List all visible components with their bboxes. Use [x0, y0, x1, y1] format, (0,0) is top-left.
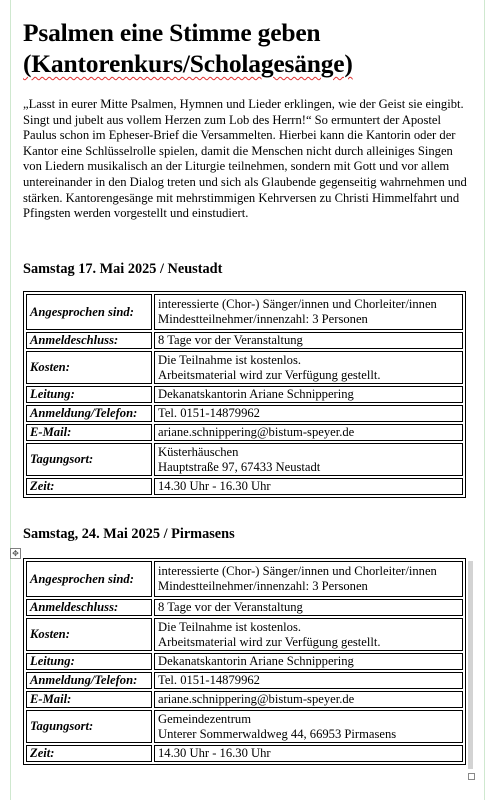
title-line-2: (Kantorenkurs/Scholagesänge) [23, 49, 353, 78]
value-cell[interactable] [154, 294, 463, 330]
event-table-neustadt[interactable] [23, 291, 466, 498]
label-cell: Anmeldung/Telefon: [26, 672, 152, 689]
value-cell[interactable]: ariane.schnippering@bistum-speyer.de [154, 424, 463, 441]
value-cell[interactable]: 8 Tage vor der Veranstaltung [154, 599, 463, 616]
label-cell: Anmeldung/Telefon: [26, 405, 152, 422]
value-cell[interactable]: 14.30 Uhr - 16.30 Uhr [154, 745, 463, 762]
value-cell[interactable]: Dekanatskantorin Ariane Schnippering [154, 386, 463, 403]
value-line: Die Teilnahme ist kostenlos. [158, 352, 301, 367]
value-cell[interactable] [154, 710, 463, 743]
label-cell: Kosten: [26, 351, 152, 384]
value-line: Unterer Sommerwaldweg 44, 66953 Pirmasens [158, 726, 397, 741]
label-cell: E-Mail: [26, 691, 152, 708]
label-cell: Angesprochen sind: [26, 561, 152, 597]
label-cell: Zeit: [26, 478, 152, 495]
intro-paragraph[interactable]: „Lasst in eurer Mitte Psalmen, Hymnen und Lieder erklingen, wie der Geist sie eingibt. Singt und jubelt aus vollem Herzen zum Lob des Herrn!“ So ermuntert der Apostel Paulus schon im Epheser-Brief die Versammelten. Hierbei kann die Kantorin oder der Kantor eine Schlüsselrolle spielen, damit die Menschen nicht durch alleiniges Singen von Liedern musikalisch an der Liturgie teilnehmen, sondern mit Gott und vor allem untereinander in den Dialog treten und sich als Glaubende gegenseitig wahrnehmen und stärken. Kantorengesänge mit mehrstimmigen Kehrversen zu Christi Himmelfahrt und Pfingsten werden vorgestellt und einstudiert. [23, 97, 467, 221]
value-line: Mindestteilnehmer/innenzahl: 3 Personen [158, 579, 368, 593]
value-line: interessierte (Chor-) Sänger/innen und Chorleiter/innen [158, 564, 437, 578]
event-table-pirmasens[interactable] [23, 558, 466, 765]
title-line-1: Psalmen eine Stimme geben [23, 18, 321, 47]
label-cell: Angesprochen sind: [26, 294, 152, 330]
value-cell[interactable]: Tel. 0151-14879962 [154, 405, 463, 422]
label-cell: E-Mail: [26, 424, 152, 441]
label-cell: Leitung: [26, 386, 152, 403]
value-line: Gemeindezentrum [158, 711, 252, 726]
label-cell: Anmeldeschluss: [26, 332, 152, 349]
event-heading-neustadt[interactable]: Samstag 17. Mai 2025 / Neustadt [23, 261, 223, 277]
value-line: interessierte (Chor-) Sänger/innen und Chorleiter/innen [158, 297, 437, 311]
table-selection-bar [468, 561, 473, 769]
value-line: Die Teilnahme ist kostenlos. [158, 619, 301, 634]
value-cell[interactable]: ariane.schnippering@bistum-speyer.de [154, 691, 463, 708]
label-cell: Kosten: [26, 618, 152, 651]
event-heading-pirmasens[interactable]: Samstag, 24. Mai 2025 / Pirmasens [23, 526, 235, 542]
value-line: Arbeitsmaterial wird zur Verfügung gestellt. [158, 367, 381, 382]
value-line: Mindestteilnehmer/innenzahl: 3 Personen [158, 312, 368, 326]
label-cell: Anmeldeschluss: [26, 599, 152, 616]
table-resize-handle[interactable] [468, 773, 475, 780]
value-cell[interactable] [154, 561, 463, 597]
value-cell[interactable] [154, 351, 463, 384]
value-cell[interactable]: 8 Tage vor der Veranstaltung [154, 332, 463, 349]
value-cell[interactable]: Tel. 0151-14879962 [154, 672, 463, 689]
table-move-handle-icon[interactable]: ✥ [10, 548, 21, 559]
label-cell: Zeit: [26, 745, 152, 762]
page-margin-line-left [10, 0, 11, 800]
label-cell: Leitung: [26, 653, 152, 670]
value-line: Hauptstraße 97, 67433 Neustadt [158, 459, 321, 474]
value-line: Küsterhäuschen [158, 444, 239, 459]
page-margin-line-right [484, 0, 485, 800]
value-cell[interactable] [154, 618, 463, 651]
value-cell[interactable] [154, 443, 463, 476]
value-cell[interactable]: 14.30 Uhr - 16.30 Uhr [154, 478, 463, 495]
document-title[interactable] [23, 17, 483, 79]
value-line: Arbeitsmaterial wird zur Verfügung gestellt. [158, 634, 381, 649]
value-cell[interactable]: Dekanatskantorin Ariane Schnippering [154, 653, 463, 670]
label-cell: Tagungsort: [26, 710, 152, 743]
label-cell: Tagungsort: [26, 443, 152, 476]
